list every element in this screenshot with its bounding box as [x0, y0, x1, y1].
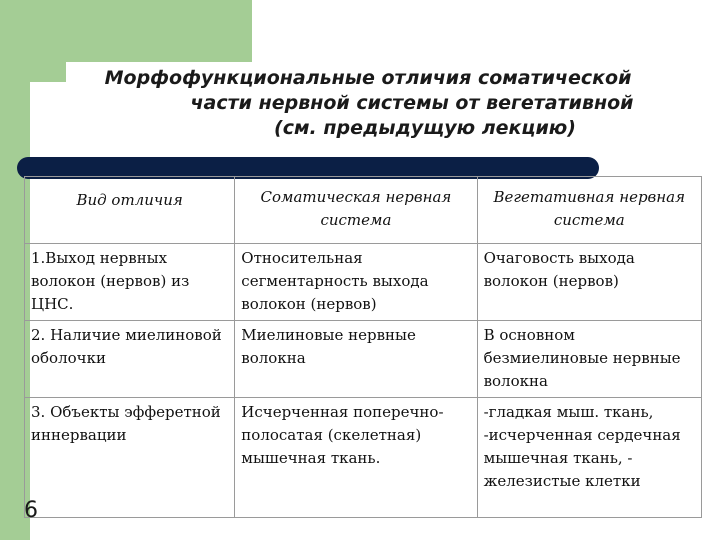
table-cell: -гладкая мыш. ткань, -исчерченная сердечная мышечная ткань, - железистые клетки — [477, 398, 701, 518]
table-row — [25, 244, 702, 321]
slide-title-line-3: (см. предыдущую лекцию) — [274, 117, 576, 139]
slide-title-line-2: части нервной системы от вегетативной — [190, 92, 634, 114]
decorative-green-header-block — [30, 0, 252, 62]
table-cell: Миелиновые нервные волокна — [235, 321, 477, 398]
slide-title — [70, 66, 710, 141]
header-cell-somatic: Соматическая нервная система — [235, 177, 477, 244]
slide-number: 6 — [24, 498, 38, 523]
table-row — [25, 321, 702, 398]
header-cell-autonomic: Вегетативная нервная система — [477, 177, 701, 244]
table-cell: 3. Объекты эфферетной иннервации — [25, 398, 235, 518]
table-cell: Относительная сегментарность выхода волокон (нервов) — [235, 244, 477, 321]
table-cell: В основном безмиелиновые нервные волокна — [477, 321, 701, 398]
decorative-green-corner — [30, 62, 66, 82]
table-header-row — [25, 177, 702, 244]
slide-title-line-1: Морфофункциональные отличия соматической — [104, 67, 632, 89]
table-cell: 2. Наличие миелиновой оболочки — [25, 321, 235, 398]
table-row — [25, 398, 702, 518]
table-cell: 1.Выход нервных волокон (нервов) из ЦНС. — [25, 244, 235, 321]
header-cell-difference-type: Вид отличия — [25, 177, 235, 244]
table-cell: Исчерченная поперечно-полосатая (скелетная) мышечная ткань. — [235, 398, 477, 518]
table-cell: Очаговость выхода волокон (нервов) — [477, 244, 701, 321]
comparison-table — [24, 176, 702, 518]
